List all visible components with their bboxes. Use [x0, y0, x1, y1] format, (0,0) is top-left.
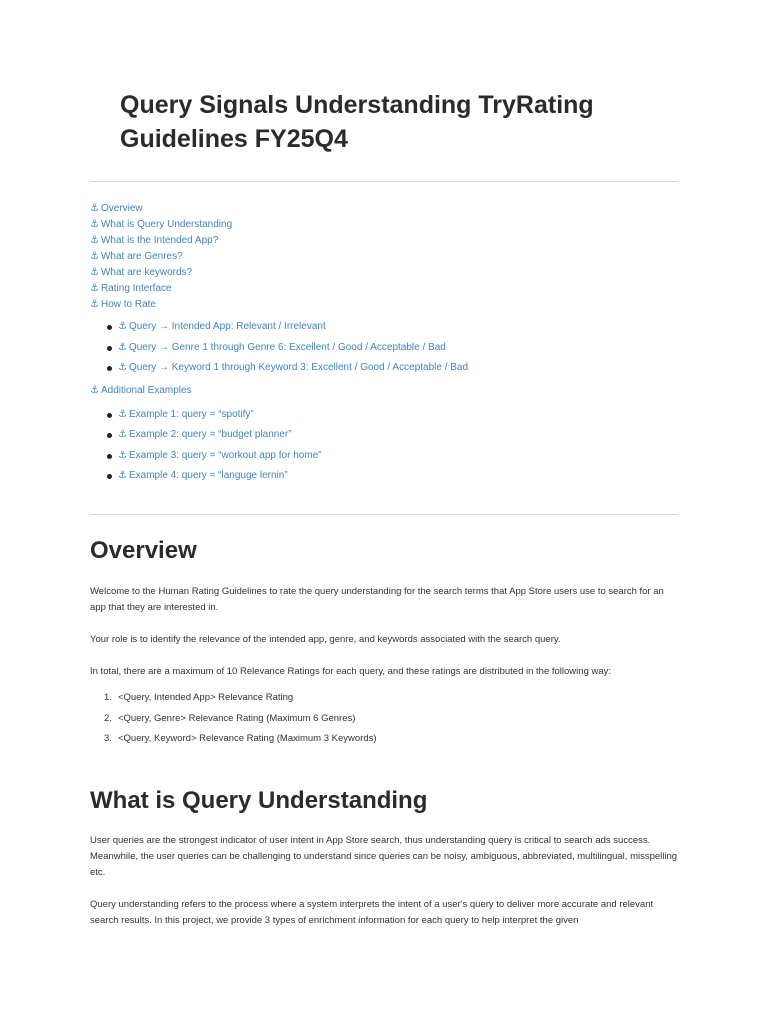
section-heading-overview: Overview: [90, 537, 197, 564]
list-item: 1. <Query, Intended App> Relevance Rating: [104, 692, 294, 703]
divider: [90, 514, 678, 515]
anchor-icon: ⚓: [118, 321, 127, 332]
toc-link-intended-app[interactable]: ⚓ What is the Intended App?: [90, 235, 219, 246]
paragraph: User queries are the strongest indicator of user intent in App Store search, thus understanding query is critical to search ads success. Meanwhile, the user queries can be challenging to understand since queries can be noisy, ambiguous, abbreviated, multilingual, misspelling etc.: [90, 835, 678, 878]
toc-link-how-to-rate[interactable]: ⚓ How to Rate: [90, 299, 156, 310]
divider: [90, 181, 678, 182]
list-item: 2. <Query, Genre> Relevance Rating (Maximum 6 Genres): [104, 712, 356, 724]
anchor-icon: ⚓: [90, 251, 99, 262]
toc-link-what-is-query-understanding[interactable]: ⚓ What is Query Understanding: [90, 219, 233, 230]
toc-link-additional-examples[interactable]: ⚓ Additional Examples: [90, 384, 192, 396]
toc-link-example-1[interactable]: ⚓ Example 1: query = “spotify”: [118, 408, 254, 420]
anchor-icon: ⚓: [90, 267, 99, 278]
anchor-icon: ⚓: [90, 203, 99, 214]
toc-link-rating-interface[interactable]: ⚓ Rating Interface: [90, 283, 172, 294]
list-item: [107, 446, 690, 467]
section-heading-what-is-query-understanding: What is Query Understanding: [90, 787, 428, 814]
paragraph: Welcome to the Human Rating Guidelines to rate the query understanding for the search terms that App Store users use to search for an app that they are interested in.: [90, 586, 664, 613]
anchor-icon: ⚓: [118, 408, 127, 420]
anchor-icon: ⚓: [118, 449, 127, 461]
table-of-contents: [90, 201, 690, 487]
anchor-icon: ⚓: [118, 429, 127, 440]
rating-distribution-list: [104, 688, 377, 750]
anchor-icon: ⚓: [118, 470, 127, 481]
toc-link-query-genre[interactable]: ⚓ Query → Genre 1 through Genre 6: Excellent / Good / Acceptable / Bad: [118, 341, 446, 353]
list-item: [107, 358, 690, 379]
paragraph: Query understanding refers to the process where a system interprets the intent of a user's query to deliver more accurate and relevant search results. In this project, we provide 3 types of enrichment information for each query to help interpret the given: [90, 899, 654, 926]
toc-link-example-4[interactable]: ⚓ Example 4: query = “languge lernin”: [118, 470, 288, 481]
list-item: [107, 425, 690, 446]
paragraph: In total, there are a maximum of 10 Relevance Ratings for each query, and these ratings are distributed in the following way:: [90, 666, 612, 677]
page-title: Query Signals Understanding TryRating Guidelines FY25Q4: [120, 91, 594, 153]
list-item: 3. <Query, Keyword> Relevance Rating (Maximum 3 Keywords): [104, 733, 377, 744]
toc-link-example-3[interactable]: ⚓ Example 3: query = “workout app for home”: [118, 449, 322, 461]
anchor-icon: ⚓: [118, 341, 127, 353]
toc-sublist-how-to-rate: [90, 317, 690, 379]
anchor-icon: ⚓: [90, 299, 99, 310]
toc-link-genres[interactable]: ⚓ What are Genres?: [90, 251, 183, 262]
toc-link-overview[interactable]: ⚓ Overview: [90, 203, 143, 214]
toc-link-query-intended-app[interactable]: ⚓ Query → Intended App: Relevant / Irrelevant: [118, 321, 326, 332]
paragraph: Your role is to identify the relevance of the intended app, genre, and keywords associated with the search query.: [90, 634, 561, 645]
toc-link-query-keyword[interactable]: ⚓ Query → Keyword 1 through Keyword 3: Excellent / Good / Acceptable / Bad: [118, 362, 469, 373]
anchor-icon: ⚓: [90, 219, 99, 230]
anchor-icon: ⚓: [90, 384, 99, 396]
anchor-icon: ⚓: [118, 362, 127, 373]
list-item: [107, 338, 690, 359]
list-item: [107, 405, 690, 426]
list-item: [107, 466, 690, 487]
toc-sublist-examples: [90, 405, 690, 487]
toc-link-example-2[interactable]: ⚓ Example 2: query = “budget planner”: [118, 429, 292, 440]
list-item: [107, 317, 690, 338]
toc-link-keywords[interactable]: ⚓ What are keywords?: [90, 267, 193, 278]
anchor-icon: ⚓: [90, 235, 99, 246]
anchor-icon: ⚓: [90, 283, 99, 294]
